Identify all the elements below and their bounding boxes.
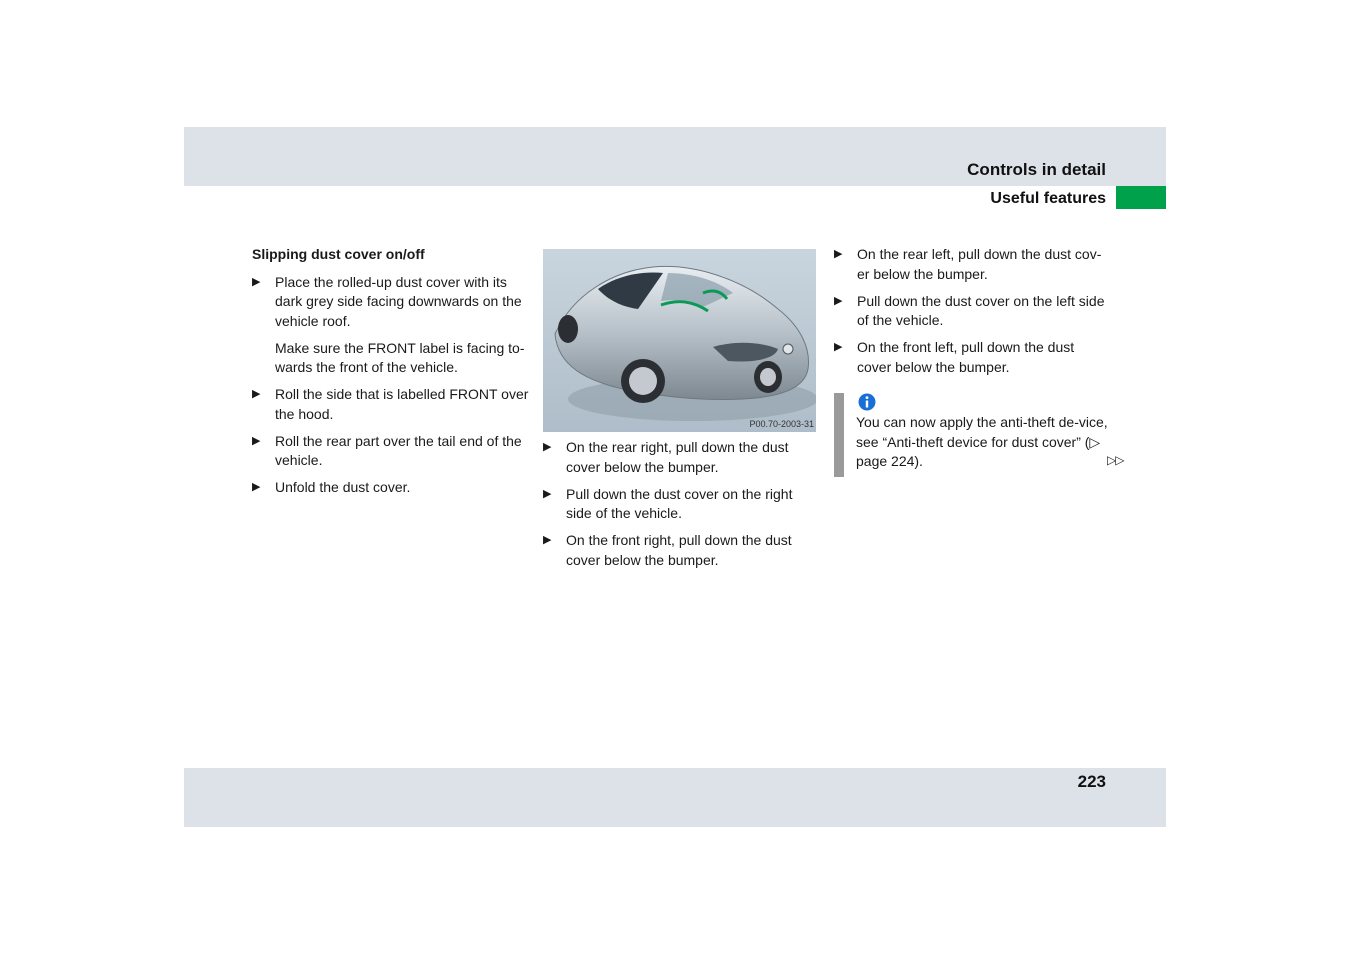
step-item	[252, 273, 530, 332]
page-number: 223	[1077, 772, 1106, 791]
footer-band	[184, 768, 1166, 827]
step-text: Roll the side that is labelled FRONT over the hood.	[275, 386, 529, 422]
continued-marker: ▷▷	[1107, 453, 1124, 467]
step-item	[252, 385, 530, 424]
arrow-bullet-icon: ▶	[252, 275, 261, 288]
figure-code: P00.70-2003-31	[749, 419, 814, 429]
arrow-bullet-icon: ▶	[252, 434, 261, 447]
arrow-bullet-icon: ▶	[252, 388, 261, 400]
step-text: Roll the rear part over the tail end of the vehicle.	[275, 432, 522, 468]
section-title: Controls in detail	[967, 160, 1106, 179]
step-text: On the front left, pull down the dust cover below the bumper.	[857, 339, 1075, 375]
step-item	[252, 478, 530, 498]
arrow-bullet-icon: ▶	[543, 487, 552, 500]
step-note: Make sure the FRONT label is facing to-wards the front of the vehicle.	[275, 339, 525, 375]
arrow-bullet-icon: ▶	[543, 534, 552, 546]
info-box	[834, 393, 1114, 477]
step-text: Unfold the dust cover.	[275, 479, 411, 495]
arrow-bullet-icon: ▶	[834, 294, 843, 307]
column-right	[834, 245, 1109, 385]
arrow-bullet-icon: ▶	[834, 248, 843, 260]
arrow-bullet-icon: ▶	[252, 481, 261, 493]
section-tab-marker	[1116, 186, 1166, 209]
step-text: Place the rolled-up dust cover with its dark grey side facing downwards on the vehicle roof.	[275, 273, 522, 329]
info-text: You can now apply the anti-theft de-vice, see “Anti-theft device for dust cover” (▷ page 224).	[856, 414, 1108, 469]
step-item	[543, 531, 818, 570]
step-item	[834, 338, 1109, 377]
step-text: On the front right, pull down the dust cover below the bumper.	[566, 532, 792, 568]
step-item	[252, 432, 530, 471]
step-text: On the rear right, pull down the dust cover below the bumper.	[566, 439, 789, 475]
arrow-bullet-icon: ▶	[543, 441, 552, 453]
step-item	[543, 438, 818, 477]
step-item	[834, 245, 1109, 284]
step-text: Pull down the dust cover on the left side of the vehicle.	[857, 292, 1105, 328]
column-left	[252, 245, 530, 505]
car-illustration-svg	[543, 249, 816, 432]
step-text: On the rear left, pull down the dust cov-er below the bumper.	[857, 246, 1102, 282]
step-item	[543, 485, 818, 524]
car-dust-cover-illustration	[543, 249, 816, 432]
step-item	[834, 292, 1109, 331]
procedure-heading: Slipping dust cover on/off	[252, 246, 425, 262]
info-side-bar	[834, 393, 844, 477]
column-middle	[543, 438, 818, 578]
step-text: Pull down the dust cover on the right side of the vehicle.	[566, 485, 793, 521]
info-icon	[858, 393, 876, 411]
subsection-title: Useful features	[990, 190, 1106, 207]
arrow-bullet-icon: ▶	[834, 341, 843, 353]
